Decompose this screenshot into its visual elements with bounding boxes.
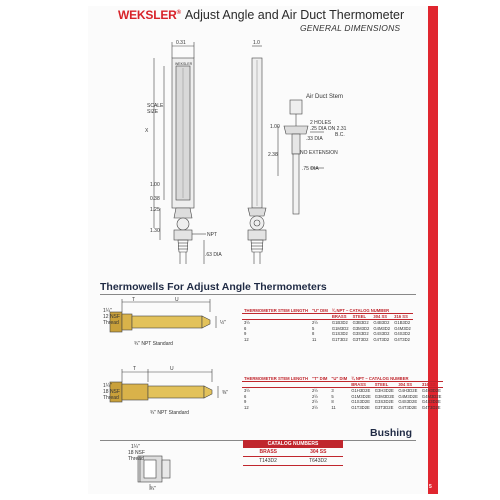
th: ¾ NPT – CATALOG NUMBER — [330, 308, 413, 314]
thermowell-table-2 — [242, 376, 443, 410]
s2-thread-spec: 18 NSF — [103, 389, 120, 395]
cell: G3S3D2E — [374, 399, 394, 405]
bushing-npt: ¾" — [150, 486, 156, 492]
th: "U" DIM — [311, 308, 328, 313]
cell: G1M3D2 — [331, 325, 349, 331]
section-heading-bushing: Bushing — [370, 427, 412, 439]
cell: G4B3D2 — [373, 320, 390, 326]
catalog-col: 304 SS — [310, 449, 327, 455]
dim-width: 0.31 — [176, 40, 186, 46]
cell: G3M3D2 — [352, 325, 370, 331]
s1-dim-t: T — [132, 297, 136, 303]
dia-label: .63 DIA — [205, 252, 222, 258]
bushing-thread-spec: 18 NSF — [128, 450, 145, 456]
cell: G1B3D2 — [394, 320, 411, 326]
cell: G3S3D2 — [352, 331, 369, 337]
scale-size-label: SCALE SIZE — [147, 103, 164, 115]
th: "T" DIM — [311, 376, 328, 381]
th: THERMOMETER STEM LENGTH — [244, 376, 308, 381]
cell: 5 — [331, 393, 334, 399]
cell: G3H3D2E — [374, 388, 394, 394]
cell: G4M3D2E — [398, 393, 418, 399]
s2-dim-side: ⅜" — [222, 390, 228, 396]
catalog-columns — [243, 448, 343, 457]
s1-thread-spec: 12 NSF — [103, 314, 120, 320]
s2-thread-word: Thread — [103, 395, 119, 401]
cell: G3T3D2E — [374, 405, 394, 411]
air-duct-no-extension: NO EXTENSION — [300, 150, 338, 156]
th: STEEL — [351, 314, 372, 320]
cell: 6 — [244, 325, 247, 331]
catalog-title: CATALOG NUMBERS — [243, 440, 343, 448]
cell: G4S3D2E — [421, 399, 441, 405]
cell: 12 — [244, 337, 249, 343]
cell: G3T3D2 — [352, 337, 369, 343]
section-heading-thermowells: Thermowells For Adjust Angle Thermometers — [100, 281, 327, 293]
s1-thread-word: Thread — [103, 320, 119, 326]
page-title: Adjust Angle and Air Duct Thermometer — [184, 8, 405, 22]
cell: G3B3D2 — [352, 320, 369, 326]
th: "U" DIM — [331, 376, 348, 381]
cell: 3½ — [244, 388, 250, 394]
air-duct-stem-dia: .75 DIA — [302, 166, 319, 172]
air-duct-dim-left: 2.38 — [268, 152, 278, 158]
cell: G1S3D2E — [351, 399, 371, 405]
th: 316 SS — [392, 314, 413, 320]
th: 304 SS — [396, 382, 420, 388]
th: THERMOMETER STEM LENGTH — [244, 308, 308, 313]
npt-label: NPT — [207, 232, 217, 238]
air-duct-holes-dia: .25 DIA ON 2.31 — [310, 126, 347, 132]
th: 316 SS — [420, 382, 444, 388]
cell: 5 — [311, 325, 315, 331]
cell: G4T3D2 — [394, 337, 410, 343]
cell: G3M3D2E — [374, 393, 395, 399]
cell: G4H3D2E — [421, 388, 441, 394]
s2-standard: ¾" NPT Standard — [150, 410, 189, 416]
air-duct-title: Air Duct Stem — [306, 94, 344, 100]
s1-dim-side: ½" — [220, 320, 226, 326]
page-number: 5 — [429, 484, 432, 490]
s1-dim-u: U — [175, 297, 179, 303]
cell: 9 — [244, 331, 247, 337]
brand-plate: WEKSLER — [175, 62, 193, 66]
cell: G4T3D2 — [373, 337, 390, 343]
th: ¾ NPT – CATALOG NUMBER — [349, 376, 443, 382]
air-duct-dim-top: 1.00 — [270, 124, 280, 130]
red-edge-tab — [428, 6, 438, 494]
cell: 12 — [244, 405, 249, 411]
catalog-values — [243, 457, 343, 466]
s2-dim-u: U — [170, 366, 174, 372]
cell: 9 — [244, 399, 247, 405]
cell: 8 — [331, 399, 334, 405]
x-dim-label: X — [145, 128, 149, 134]
cell: G4S3D2 — [394, 331, 411, 337]
bushing-thread-word: Thread — [128, 456, 144, 462]
cell: G1T3D2 — [331, 337, 348, 343]
cell: G1S3D2 — [331, 331, 348, 337]
bushing-catalog-table — [243, 440, 343, 466]
air-duct-holes: 2 HOLES — [310, 120, 332, 126]
cell: G4S3D2 — [373, 331, 390, 337]
cell: 11 — [331, 405, 336, 411]
cell: 2½ — [311, 393, 318, 399]
cell: G1T3D2E — [351, 405, 370, 411]
cell: G4M3D2E — [421, 393, 442, 399]
cell: 6 — [244, 393, 247, 399]
s2-thread-dim: 1¼" — [103, 383, 112, 389]
header — [118, 8, 404, 22]
th: 304 SS — [371, 314, 392, 320]
cell: G1H3D2E — [351, 388, 371, 394]
brand-logo: WEKSLER® — [118, 8, 181, 22]
cell: 2½ — [311, 405, 318, 411]
dim-d: 1.30 — [150, 228, 160, 234]
divider — [100, 294, 416, 295]
dim-side: 1.0 — [253, 40, 260, 46]
cell: G4H3D2E — [398, 388, 418, 394]
cell: 3 — [331, 388, 334, 394]
catalog-value: T643D2 — [309, 458, 327, 464]
cell: G4T3D2E — [421, 405, 441, 411]
cell: G4S3D2E — [398, 399, 418, 405]
dim-a: 1.00 — [150, 182, 160, 188]
th: BRASS — [330, 314, 351, 320]
table-row — [242, 405, 443, 411]
s1-standard: ¾" NPT Standard — [134, 341, 173, 347]
catalog-col: BRASS — [259, 449, 278, 455]
cell: 8 — [311, 331, 315, 337]
page-subtitle: GENERAL DIMENSIONS — [300, 23, 401, 33]
catalog-value: T143D2 — [259, 458, 277, 464]
th: BRASS — [349, 382, 373, 388]
s2-dim-t: T — [133, 366, 137, 372]
cell: 2½ — [311, 399, 318, 405]
s1-thread-dim: 1¼" — [103, 308, 112, 314]
dim-c: 1.25 — [150, 207, 160, 213]
cell: G4M3D2 — [373, 325, 391, 331]
cell: 3½ — [244, 320, 250, 326]
thermowell-table-1 — [242, 308, 413, 342]
thermowell-drawing-1 — [98, 296, 238, 346]
cell: G1M3D2E — [351, 393, 371, 399]
cell: G4T3D2E — [398, 405, 417, 411]
cell: G1B3D2 — [331, 320, 348, 326]
cell: 11 — [311, 337, 317, 343]
table-row — [242, 337, 413, 343]
air-duct-bc: B.C. — [335, 132, 345, 138]
air-duct-dia-33: .33 DIA — [306, 136, 323, 142]
cell: G4M3D2 — [394, 325, 411, 331]
dim-b: 0.38 — [150, 196, 160, 202]
cell: 2½ — [311, 320, 318, 326]
cell: 2½ — [311, 388, 318, 394]
th: STEEL — [373, 382, 397, 388]
bushing-thread-dim: 1¼" — [131, 444, 140, 450]
air-duct-stem-drawing — [270, 96, 360, 216]
